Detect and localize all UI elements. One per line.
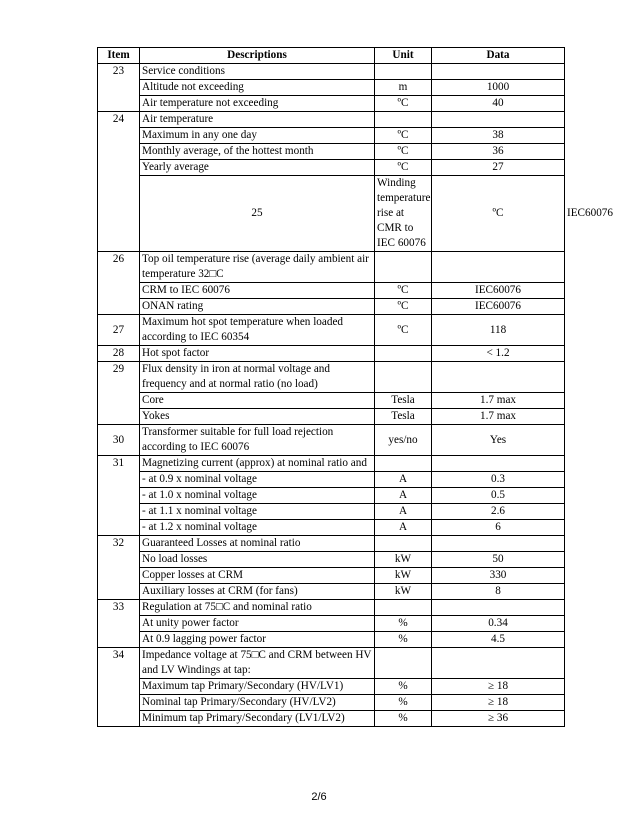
data-cell: 8 [432,584,565,600]
description-cell: Altitude not exceeding [140,80,375,96]
header-unit: Unit [375,48,432,64]
description-cell: Top oil temperature rise (average daily ambient air temperature 32□C [140,252,375,283]
description-cell: CRM to IEC 60076 [140,283,375,299]
table-body [98,64,613,727]
table-row [98,695,565,711]
table-row [98,472,565,488]
description-cell: At 0.9 lagging power factor [140,632,375,648]
table-row [98,252,565,283]
description-cell: Monthly average, of the hottest month [140,144,375,160]
data-cell: 4.5 [432,632,565,648]
table-row [98,299,565,315]
table-row [98,679,565,695]
data-cell: 38 [432,128,565,144]
table-row: 25 Winding temperature rise at CMR to IEC 60076 ºC IEC60076 [98,176,565,252]
item-number: 31 [98,456,140,536]
unit-cell: Tesla [375,393,432,409]
unit-cell: % [375,679,432,695]
data-cell [432,536,565,552]
table-row [98,488,565,504]
description-cell: - at 0.9 x nominal voltage [140,472,375,488]
item-number: 33 [98,600,140,648]
description-cell: Maximum hot spot temperature when loaded according to IEC 60354 [140,315,375,346]
table-row [98,425,565,456]
table-row [98,536,565,552]
table-row [98,393,565,409]
data-cell: ≥ 18 [432,695,565,711]
description-cell: Magnetizing current (approx) at nominal ratio and [140,456,375,472]
item-number: 32 [98,536,140,600]
description-cell: Transformer suitable for full load rejection according to IEC 60076 [140,425,375,456]
description-cell: Flux density in iron at normal voltage and frequency and at normal ratio (no load) [140,362,375,393]
header-data: Data [432,48,565,64]
table-row [98,456,565,472]
table-row [98,584,565,600]
description-cell: Air temperature [140,112,375,128]
description-cell: No load losses [140,552,375,568]
unit-cell: % [375,711,432,727]
unit-cell: ºC [375,315,432,346]
unit-cell [375,536,432,552]
table-row [98,568,565,584]
description-cell: At unity power factor [140,616,375,632]
data-cell: IEC60076 [432,299,565,315]
unit-cell [375,252,432,283]
unit-cell [375,600,432,616]
item-number: 29 [98,362,140,425]
data-cell: 118 [432,315,565,346]
description-cell: Guaranteed Losses at nominal ratio [140,536,375,552]
table-row [98,520,565,536]
item-number: 34 [98,648,140,727]
table-row [98,362,565,393]
description-cell: - at 1.1 x nominal voltage [140,504,375,520]
data-cell [432,64,565,80]
table-row [98,160,565,176]
data-cell: ≥ 36 [432,711,565,727]
table-row [98,128,565,144]
item-number: 28 [98,346,140,362]
data-cell [432,456,565,472]
description-cell: Nominal tap Primary/Secondary (HV/LV2) [140,695,375,711]
data-cell: 6 [432,520,565,536]
description-cell: Auxiliary losses at CRM (for fans) [140,584,375,600]
item-number: 27 [98,315,140,346]
description-cell: Service conditions [140,64,375,80]
unit-cell: kW [375,552,432,568]
table-row [98,616,565,632]
data-cell: < 1.2 [432,346,565,362]
unit-cell: ºC [432,176,565,252]
data-cell: 36 [432,144,565,160]
data-cell: 50 [432,552,565,568]
data-cell: 40 [432,96,565,112]
unit-cell: ºC [375,283,432,299]
data-cell: 330 [432,568,565,584]
description-cell: Winding temperature rise at CMR to IEC 60076 [375,176,432,252]
description-cell: Regulation at 75□C and nominal ratio [140,600,375,616]
table-row [98,711,565,727]
description-cell: Minimum tap Primary/Secondary (LV1/LV2) [140,711,375,727]
header-item: Item [98,48,140,64]
item-number: 25 [140,176,375,252]
description-cell: Air temperature not exceeding [140,96,375,112]
description-cell: Yearly average [140,160,375,176]
description-cell: Copper losses at CRM [140,568,375,584]
unit-cell: % [375,695,432,711]
unit-cell: kW [375,568,432,584]
table-row [98,96,565,112]
data-cell: 1.7 max [432,393,565,409]
item-number: 30 [98,425,140,456]
data-cell [432,362,565,393]
data-cell: 1.7 max [432,409,565,425]
page-number: 2/6 [311,791,327,803]
unit-cell: ºC [375,144,432,160]
data-cell: Yes [432,425,565,456]
table-row [98,80,565,96]
unit-cell: % [375,616,432,632]
data-cell [432,112,565,128]
unit-cell [375,64,432,80]
unit-cell: m [375,80,432,96]
unit-cell: kW [375,584,432,600]
table-row [98,112,565,128]
data-cell: IEC60076 [432,283,565,299]
table-row [98,64,565,80]
data-cell: 1000 [432,80,565,96]
table-row [98,632,565,648]
item-number: 24 [98,112,140,252]
description-cell: ONAN rating [140,299,375,315]
data-cell: ≥ 18 [432,679,565,695]
description-cell: Core [140,393,375,409]
description-cell: - at 1.0 x nominal voltage [140,488,375,504]
unit-cell [375,112,432,128]
data-cell [432,252,565,283]
unit-cell: A [375,488,432,504]
unit-cell: ºC [375,160,432,176]
item-number: 26 [98,252,140,315]
table-row [98,346,565,362]
unit-cell [375,648,432,679]
table-row [98,600,565,616]
unit-cell: Tesla [375,409,432,425]
unit-cell: A [375,504,432,520]
description-cell: Hot spot factor [140,346,375,362]
data-cell: 0.3 [432,472,565,488]
unit-cell: % [375,632,432,648]
unit-cell: ºC [375,299,432,315]
spec-table [97,47,613,727]
data-cell: 27 [432,160,565,176]
data-cell: 0.34 [432,616,565,632]
data-cell [432,600,565,616]
table-row [98,315,565,346]
description-cell: Maximum in any one day [140,128,375,144]
description-cell: Maximum tap Primary/Secondary (HV/LV1) [140,679,375,695]
data-cell: 0.5 [432,488,565,504]
data-cell [432,648,565,679]
item-number: 23 [98,64,140,112]
description-cell: Yokes [140,409,375,425]
unit-cell [375,456,432,472]
table-row [98,409,565,425]
header-descriptions: Descriptions [140,48,375,64]
data-cell: 2.6 [432,504,565,520]
description-cell: - at 1.2 x nominal voltage [140,520,375,536]
unit-cell: ºC [375,96,432,112]
unit-cell: A [375,472,432,488]
unit-cell: yes/no [375,425,432,456]
table-header [98,48,565,64]
description-cell: Impedance voltage at 75□C and CRM between HV and LV Windings at tap: [140,648,375,679]
table-row [98,552,565,568]
unit-cell: A [375,520,432,536]
table-row [98,504,565,520]
unit-cell [375,346,432,362]
table-row [98,144,565,160]
table-row [98,648,565,679]
table-row [98,283,565,299]
unit-cell [375,362,432,393]
unit-cell: ºC [375,128,432,144]
